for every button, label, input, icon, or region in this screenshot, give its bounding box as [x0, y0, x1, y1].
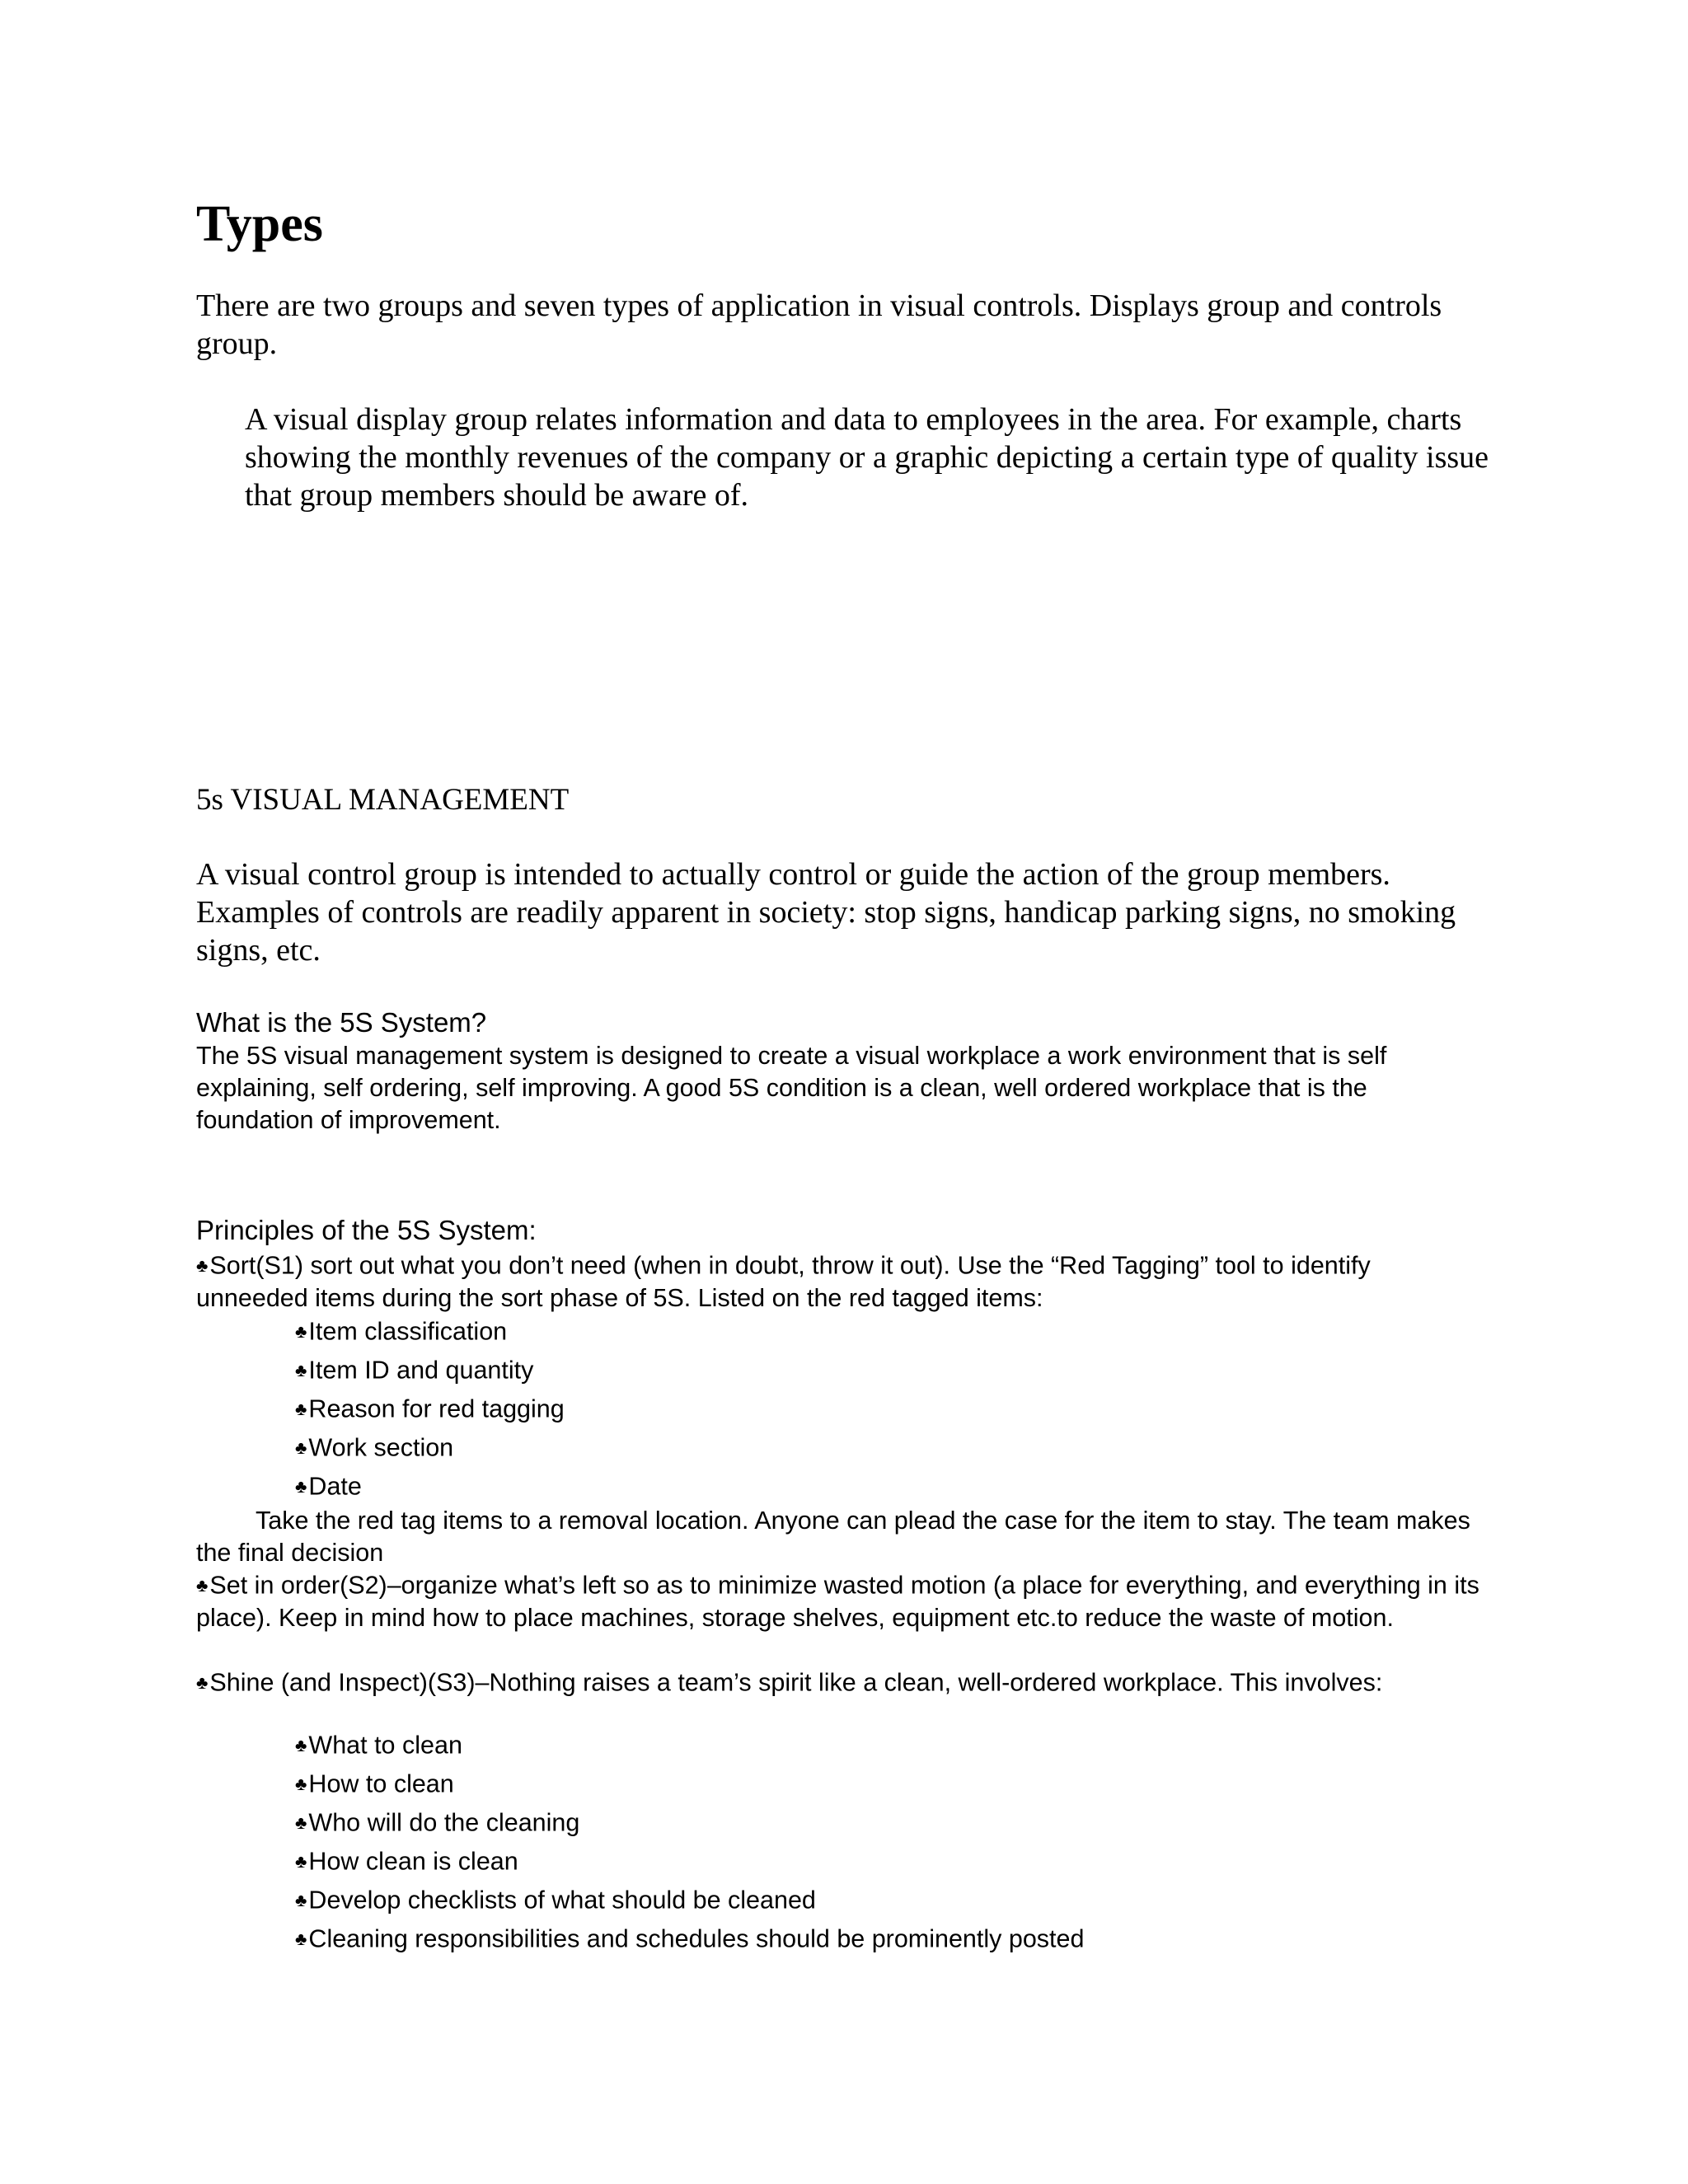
club-bullet-icon: ♣ [295, 1851, 307, 1872]
list-item: ♣Work section [295, 1428, 565, 1467]
club-bullet-icon: ♣ [295, 1360, 307, 1380]
club-bullet-icon: ♣ [196, 1672, 209, 1693]
club-bullet-icon: ♣ [295, 1437, 307, 1458]
sort-text: Sort(S1) sort out what you don’t need (when in doubt, throw it out). Use the “Red Tagging” tool to identify unneeded items during the sort phase of 5S. Listed on the red tagged items: [196, 1251, 1371, 1312]
display-group-paragraph: A visual display group relates information and data to employees in the area. For example, charts showing the monthly revenues of the company or a graphic depicting a certain type of quality issue that group members should be aware of. [245, 402, 1489, 513]
club-bullet-icon: ♣ [295, 1399, 307, 1419]
club-bullet-icon: ♣ [295, 1890, 307, 1910]
club-bullet-icon: ♣ [295, 1774, 307, 1794]
club-bullet-icon: ♣ [295, 1321, 307, 1342]
club-bullet-icon: ♣ [196, 1575, 209, 1596]
list-item: ♣Item ID and quantity [295, 1351, 565, 1390]
club-bullet-icon: ♣ [295, 1735, 307, 1755]
what-is-5s-body: The 5S visual management system is designed to create a visual workplace a work environment that is self explaining, self ordering, self improving. A good 5S condition is a clean, well ordered workplace that is the foundation of improvement. [196, 1042, 1387, 1134]
club-bullet-icon: ♣ [196, 1255, 209, 1276]
club-bullet-icon: ♣ [295, 1812, 307, 1833]
list-item: ♣Develop checklists of what should be cleaned [295, 1881, 1084, 1919]
principles-heading: Principles of the 5S System: [196, 1215, 537, 1245]
set-in-order-paragraph [196, 1569, 1482, 1634]
list-item: ♣Item classification [295, 1312, 565, 1351]
page-title: Types [196, 196, 323, 252]
list-item: ♣Date [295, 1467, 565, 1506]
intro-paragraph: There are two groups and seven types of application in visual controls. Displays group and controls group. [196, 288, 1442, 361]
club-bullet-icon: ♣ [295, 1476, 307, 1497]
section-heading: 5s VISUAL MANAGEMENT [196, 783, 570, 817]
shine-text: Shine (and Inspect)(S3)–Nothing raises a team’s spirit like a clean, well-ordered workplace. This involves: [209, 1668, 1383, 1697]
red-tag-removal-paragraph: Take the red tag items to a removal location. Anyone can plead the case for the item to stay. The team makes the final decision [196, 1507, 1470, 1567]
what-is-5s-heading: What is the 5S System? [196, 1007, 487, 1038]
list-item: ♣Reason for red tagging [295, 1390, 565, 1428]
set-in-order-text: Set in order(S2)–organize what’s left so as to minimize wasted motion (a place for everything, and everything in its place). Keep in mind how to place machines, storage shelves, equipment etc.to reduce the waste of motion. [196, 1571, 1479, 1632]
shine-paragraph [196, 1666, 1482, 1699]
sort-paragraph [196, 1249, 1482, 1315]
list-item: ♣How clean is clean [295, 1842, 1084, 1881]
list-item: ♣How to clean [295, 1765, 1084, 1803]
shine-items-list [295, 1726, 1084, 1958]
red-tag-items-list [295, 1312, 565, 1506]
list-item: ♣Who will do the cleaning [295, 1803, 1084, 1842]
list-item: ♣What to clean [295, 1726, 1084, 1765]
club-bullet-icon: ♣ [295, 1929, 307, 1949]
control-group-paragraph: A visual control group is intended to actually control or guide the action of the group members. Examples of controls are readily apparent in society: stop signs, handicap parking signs, no smoking signs, etc. [196, 857, 1456, 968]
list-item: ♣Cleaning responsibilities and schedules should be prominently posted [295, 1919, 1084, 1958]
